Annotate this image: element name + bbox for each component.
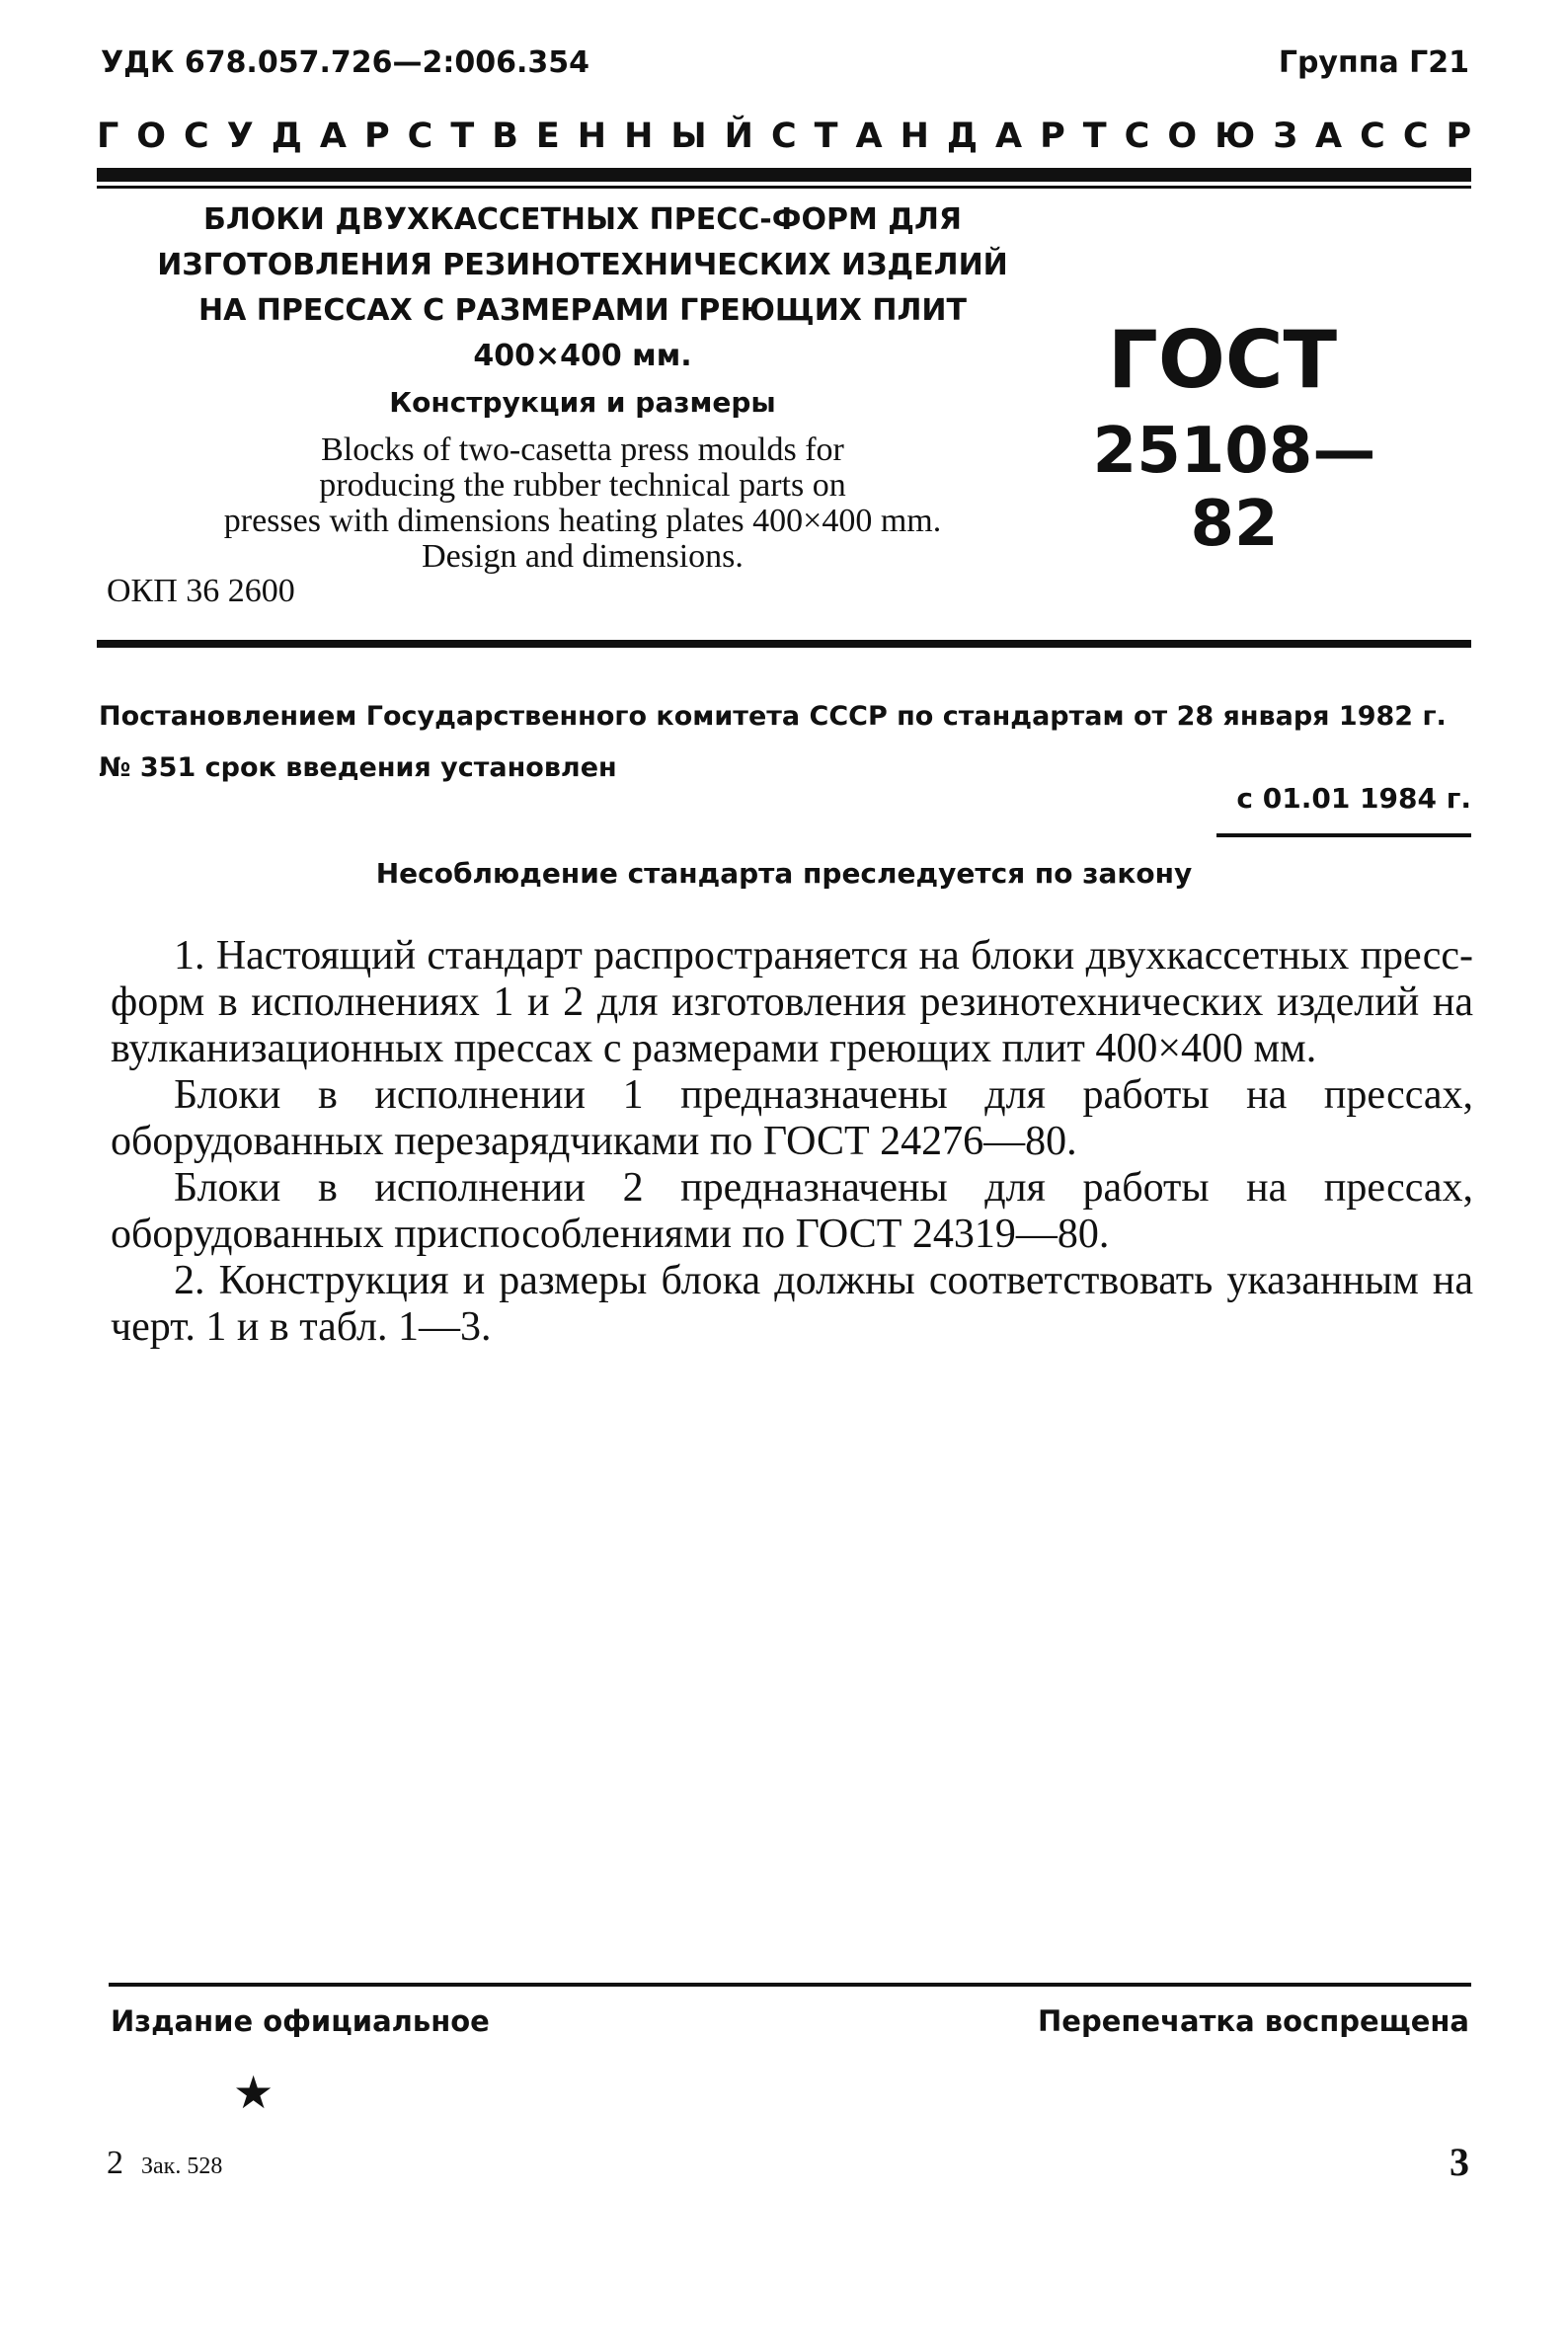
english-line-2: producing the rubber technical parts on [319,467,846,504]
paragraph-2: Блоки в исполнении 1 предназначены для работы на прессах, оборудованных перезарядчиками по ГОСТ 24276—80. [111,1072,1473,1164]
okp-code: ОКП 36 2600 [107,573,295,609]
sheet-number: 2 [107,2145,123,2181]
gost-label: ГОСТ [1107,314,1338,406]
penalty-notice: Несоблюдение стандарта преследуется по закону [375,857,1193,890]
reprint-prohibited: Перепечатка воспрещена [1038,2004,1469,2038]
paragraph-3: Блоки в исполнении 2 предназначены для работы на прессах, оборудованных приспособлениями по ГОСТ 24319—80. [111,1165,1473,1257]
title-subtitle: Конструкция и размеры [389,386,776,419]
print-info [107,2145,222,2182]
title-block [138,197,1027,575]
english-line-4: Design and dimensions. [422,538,744,575]
group-code: Группа Г21 [1278,45,1469,80]
title-rule [97,640,1471,648]
state-word-4: ССР [1360,117,1490,156]
effective-date-rule [1216,833,1471,837]
title-line-1: БЛОКИ ДВУХКАССЕТНЫХ ПРЕСС-ФОРМ ДЛЯ [202,202,963,237]
gost-number: 25108—82 [1092,415,1376,561]
title-line-2: ИЗГОТОВЛЕНИЯ РЕЗИНОТЕХНИЧЕСКИХ ИЗДЕЛИЙ [157,248,1008,282]
english-line-1: Blocks of two-casetta press moulds for [321,431,844,468]
english-title [138,432,1027,575]
title-line-3: НА ПРЕССАХ С РАЗМЕРАМИ ГРЕЮЩИХ ПЛИТ [198,293,967,328]
official-edition: Издание официальное [111,2004,490,2038]
state-word-2: СТАНДАРТ [770,117,1125,156]
star-icon: ★ [233,2068,274,2118]
decree-text: Постановлением Государственного комитета СССР по стандартам от 28 января 1982 г. № 351 срок введения установлен [99,701,1447,783]
state-standard-heading [97,117,1490,156]
udk-code: УДК 678.057.726—2:006.354 [101,45,589,80]
paragraph-1: 1. Настоящий стандарт распространяется на блоки двухкассетных пресс-форм в исполнениях 1 и 2 для изготовления резинотехнических изделий на вулканизационных прессах с размерами греющих плит 400×400 мм. [111,933,1473,1071]
body-text [111,933,1473,1351]
header-rule-thick [97,168,1471,182]
state-word-3: СОЮЗА [1124,117,1361,156]
paragraph-4: 2. Конструкция и размеры блока должны соответствовать указанным на черт. 1 и в табл. 1—3. [111,1258,1473,1350]
english-line-3: presses with dimensions heating plates 400×400 mm. [223,503,942,539]
title-line-4: 400×400 мм. [473,339,692,373]
header-rule-thin [97,186,1471,189]
order-number: Зак. 528 [141,2153,223,2179]
state-word-1: ГОСУДАРСТВЕННЫЙ [97,117,771,156]
effective-date: с 01.01 1984 г. [1236,782,1471,815]
page-number: 3 [1450,2140,1469,2184]
footer-rule [109,1983,1471,1987]
